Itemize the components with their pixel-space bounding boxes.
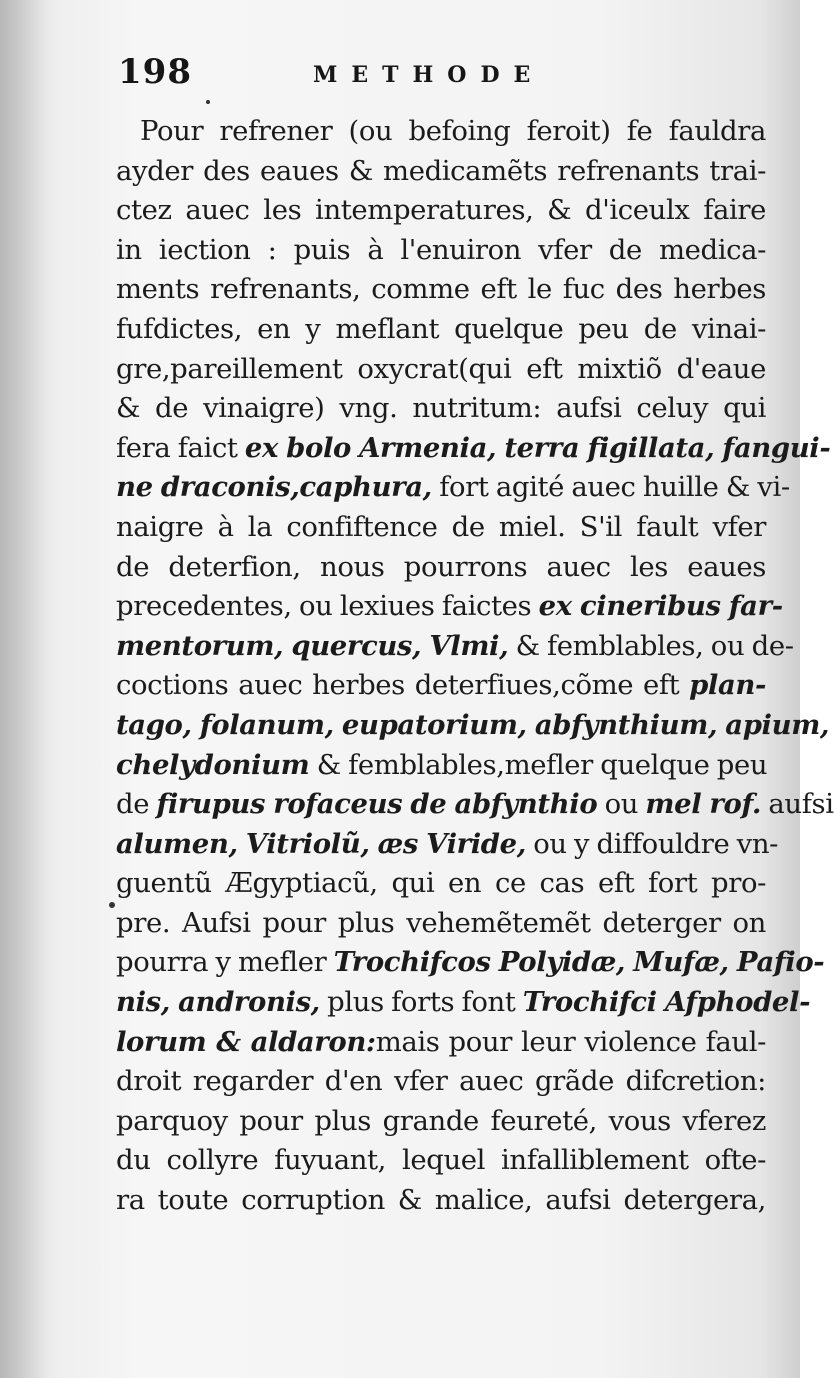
text-line [116, 746, 766, 786]
latin-italic-phrase: nis, andronis, [116, 986, 320, 1019]
ink-speck [109, 902, 115, 908]
text-line [116, 112, 766, 152]
latin-italic-phrase: plan- [689, 669, 766, 702]
text-line [116, 429, 831, 469]
text-line [116, 1141, 766, 1181]
text-line [116, 864, 766, 904]
text-segment: pourra y mefler [116, 946, 334, 979]
latin-italic-phrase: Trochifcos Polyidæ, Mufæ, Pafio- [333, 946, 825, 979]
text-line [116, 508, 766, 548]
text-segment: ra toute corruption & malice, aufsi detergera, [116, 1184, 766, 1217]
text-segment: parquoy pour plus grande feureté, vous vferez [116, 1104, 766, 1137]
text-segment: ou [597, 788, 646, 821]
text-segment: naigre à la confiftence de miel. S'il fault vfer [116, 510, 766, 543]
text-segment: aufsi [761, 788, 834, 821]
latin-italic-phrase: ex bolo Armenia, terra figillata, fangui- [244, 431, 831, 464]
text-segment: in iection : puis à l'enuiron vfer de medica- [116, 233, 766, 266]
text-segment: & de vinaigre) vng. nutritum: aufsi celuy qui [116, 392, 766, 425]
text-line [116, 548, 766, 588]
text-segment: du collyre fuyuant, lequel infalliblement ofte- [116, 1144, 766, 1177]
text-segment: ou y diffouldre vn- [525, 827, 779, 860]
text-line [116, 785, 834, 825]
text-line [116, 231, 766, 271]
text-line [116, 468, 790, 508]
running-head [118, 52, 758, 102]
latin-italic-phrase: mentorum, quercus, Vlmi, [116, 629, 509, 662]
body-text [116, 112, 834, 1221]
text-segment: ctez auec les intemperatures, & d'iceulx faire [116, 194, 766, 227]
text-line [116, 1062, 766, 1102]
text-line [116, 627, 794, 667]
text-segment: coctions auec herbes deterfiues,cõme eft [116, 669, 690, 702]
text-segment: gre,pareillement oxycrat(qui eft mixtiõ d'eaue [116, 352, 766, 385]
text-line [116, 1181, 766, 1221]
text-segment: mais pour leur violence faul- [375, 1025, 766, 1058]
text-line [116, 310, 766, 350]
text-segment: de [116, 788, 157, 821]
text-line [116, 825, 779, 865]
text-line [116, 587, 783, 627]
latin-italic-phrase: ex cineribus far- [538, 590, 783, 623]
latin-italic-phrase: alumen, Vitriolũ, æs Viride, [116, 827, 526, 860]
text-segment: fufdictes, en y meflant quelque peu de vinai- [116, 312, 766, 345]
text-line [116, 389, 766, 429]
latin-italic-phrase: ne draconis,caphura, [116, 471, 432, 504]
text-segment: & femblables, ou de- [508, 629, 794, 662]
text-line [116, 1023, 766, 1063]
text-segment: fort agité auec huille & vi- [431, 471, 790, 504]
text-line [116, 1102, 766, 1142]
running-title: METHODE [313, 62, 545, 88]
latin-italic-phrase: Trochifci Afphodel- [522, 986, 811, 1019]
text-line [116, 270, 766, 310]
latin-italic-phrase: firupus rofaceus de abfynthio [156, 788, 598, 821]
text-segment: & femblables,mefler quelque peu [309, 748, 768, 781]
text-line [116, 152, 766, 192]
ink-speck [206, 100, 210, 104]
text-segment: pre. Aufsi pour plus vehemẽtemẽt deterger on [116, 906, 766, 939]
text-segment: ments refrenants, comme eft le fuc des herbes [116, 273, 766, 306]
text-segment: plus forts font [319, 986, 523, 1019]
text-line [116, 943, 825, 983]
text-line [116, 706, 830, 746]
text-segment: de deterfion, nous pourrons auec les eaues [116, 550, 766, 583]
latin-italic-phrase: lorum & aldaron: [116, 1025, 376, 1058]
text-segment: precedentes, ou lexiues faictes [116, 590, 539, 623]
latin-italic-phrase: chelydonium [116, 748, 310, 781]
page-edge-shadow [0, 0, 48, 1378]
text-segment: fera faict [116, 431, 245, 464]
text-segment: Pour refrener (ou befoing feroit) fe fauldra [140, 115, 766, 147]
latin-italic-phrase: tago, folanum, eupatorium, abfynthium, apium, [116, 708, 830, 741]
text-line [116, 666, 766, 706]
text-line [116, 191, 766, 231]
latin-italic-phrase: mel rof. [645, 788, 762, 821]
text-line [116, 983, 811, 1023]
text-line [116, 350, 766, 390]
text-segment: droit regarder d'en vfer auec grãde difcretion: [116, 1065, 766, 1098]
text-line [116, 904, 766, 944]
text-segment: ayder des eaues & medicamẽts refrenants trai- [116, 154, 766, 187]
text-segment: guentũ Ægyptiacũ, qui en ce cas eft fort pro- [116, 867, 766, 900]
page-number: 198 [118, 52, 192, 92]
